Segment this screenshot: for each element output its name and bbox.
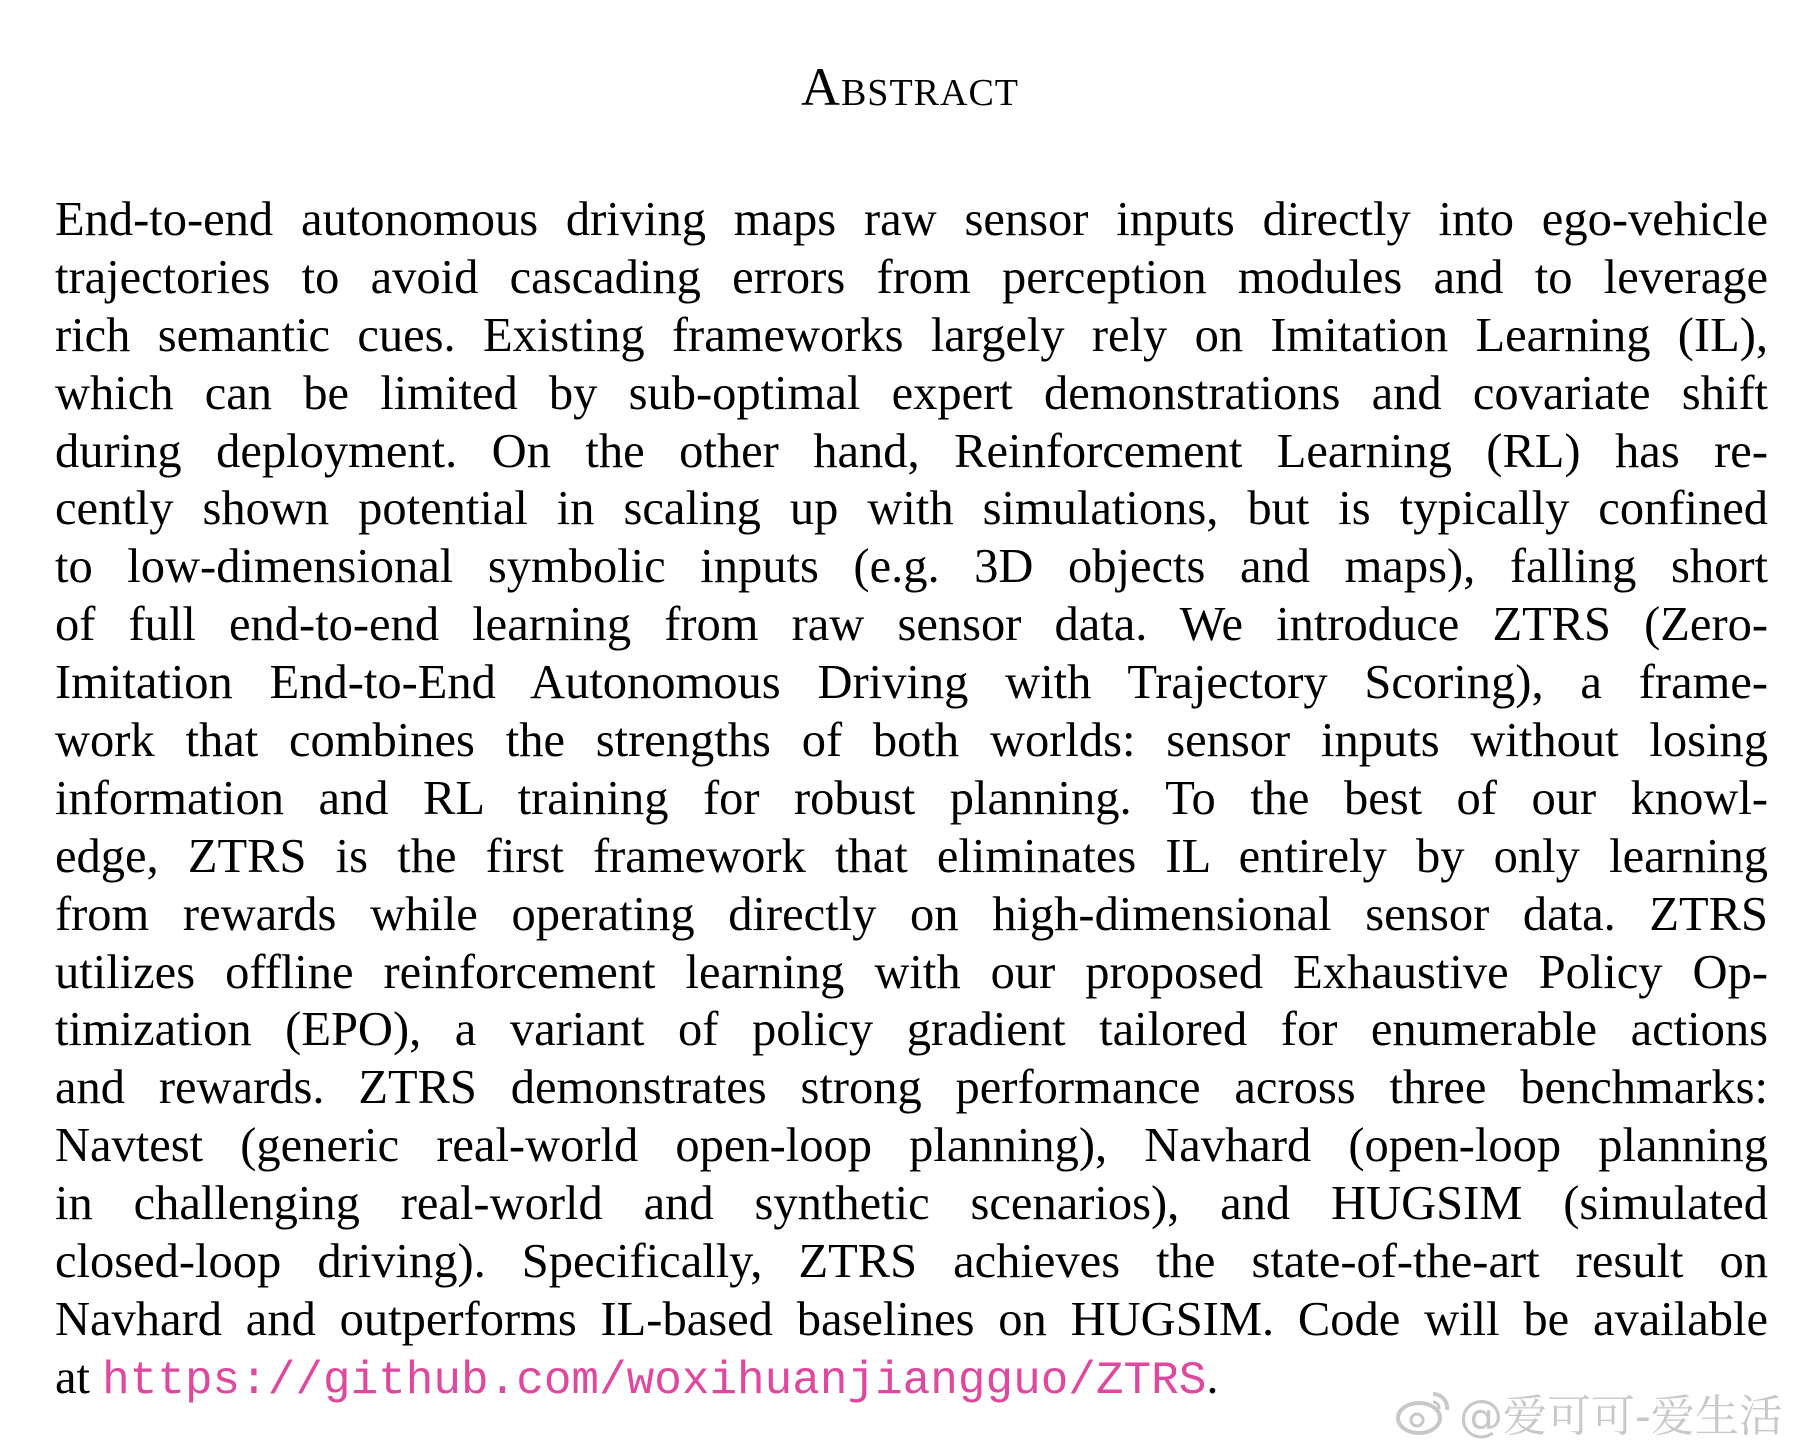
github-link[interactable]: https://github.com/woxihuanjiangguo/ZTRS [102,1354,1207,1407]
abstract-line: information and RL training for robust planning. To the best of our knowl- [55,771,1768,825]
abstract-line: from rewards while operating directly on high-dimensional sensor data. ZTRS [55,887,1768,941]
weibo-logo-icon [1395,1386,1453,1438]
watermark-text: @爱可可-爱生活 [1459,1391,1783,1442]
abstract-line: of full end-to-end learning from raw sensor data. We introduce ZTRS (Zero- [55,598,1768,652]
abstract-heading: Abstract [800,57,1020,117]
abstract-line: Navtest (generic real-world open-loop planning), Navhard (open-loop planning [55,1119,1768,1173]
abstract-line: Navhard and outperforms IL-based baselines on HUGSIM. Code will be available [55,1292,1768,1346]
abstract-line: utilizes offline reinforcement learning with our proposed Exhaustive Policy Op- [55,945,1768,999]
abstract-line: edge, ZTRS is the first framework that eliminates IL entirely by only learning [55,829,1768,883]
abstract-line: closed-loop driving). Specifically, ZTRS achieves the state-of-the-art result on [55,1235,1768,1289]
abstract-line: End-to-end autonomous driving maps raw sensor inputs directly into ego-vehicle [55,193,1768,246]
abstract-line: work that combines the strengths of both worlds: sensor inputs without losing [55,714,1768,768]
abstract-line: trajectories to avoid cascading errors from perception modules and to leverage [55,250,1768,304]
abstract-line: to low-dimensional symbolic inputs (e.g. 3D objects and maps), falling short [55,540,1768,594]
abstract-line: rich semantic cues. Existing frameworks largely rely on Imitation Learning (IL), [55,308,1768,362]
abstract-body [55,191,1768,1407]
watermark [1395,1380,1783,1444]
link-suffix: . [1206,1350,1219,1404]
link-prefix: at [55,1350,103,1404]
abstract-line: which can be limited by sub-optimal expert demonstrations and covariate shift [55,366,1768,420]
abstract-line: timization (EPO), a variant of policy gradient tailored for enumerable actions [55,1003,1768,1057]
abstract-line: during deployment. On the other hand, Reinforcement Learning (RL) has re- [55,424,1768,478]
abstract-line: and rewards. ZTRS demonstrates strong performance across three benchmarks: [55,1061,1768,1115]
abstract-line: Imitation End-to-End Autonomous Driving with Trajectory Scoring), a frame- [55,656,1768,710]
abstract-line: in challenging real-world and synthetic scenarios), and HUGSIM (simulated [55,1177,1768,1231]
abstract-line: cently shown potential in scaling up with simulations, but is typically confined [55,482,1768,536]
